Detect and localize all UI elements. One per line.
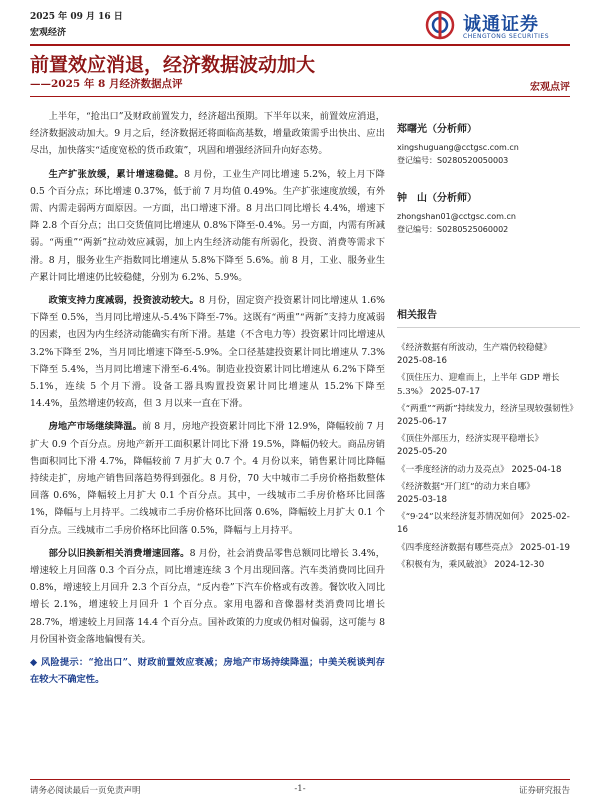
related-report-title: 《顶住压力、迎难而上，上半年 GDP 增长 5.3%》 (397, 373, 560, 397)
analyst-email[interactable]: zhongshan01@cctgsc.com.cn (397, 212, 516, 221)
related-report-date: 2025-01-19 (520, 542, 571, 553)
related-report-item[interactable] (397, 464, 580, 477)
related-report-item[interactable] (397, 481, 580, 507)
related-divider (397, 327, 580, 328)
related-report-title: 《一季度经济的动力及亮点》 (397, 464, 509, 475)
property-text: 前 8 月，房地产投资累计同比下滑 12.9%，降幅较前 7 月扩大 0.9 个百分点。房地产新开工面积累计同比下滑 19.5%，降幅仍较大。商品房销售面积同比下滑 4.7%，降幅较前 7 月扩大 0.7 个。4 月份以来，销售累计同比降幅持续走扩，房地产销售回落趋势得到强化。8 月份，70 大中城市二手房价格指数整体回落 0.6%，降幅较上月扩大 0.1 个百分点。其中，一线城市二手房价格环比回落 1%，降幅与上月持平。二线城市二手房价格环比回落 0.6%，降幅较上月扩大 0.1 个百分点。三线城市二手房价格环比回落 0.5%，降幅与上月持平。 (30, 421, 385, 536)
analyst-cert: 登记编号：S0280525060002 (397, 225, 509, 234)
related-report-date: 2024-12-30 (494, 559, 545, 570)
related-report-item[interactable] (397, 433, 580, 459)
analyst-email[interactable]: xingshuguang@cctgsc.com.cn (397, 143, 519, 152)
analyst-name: 郑曙光（分析师） (397, 124, 477, 135)
related-reports-list (397, 342, 580, 572)
footer-divider (30, 779, 570, 780)
related-report-title: 《四季度经济数据有哪些亮点》 (397, 542, 518, 553)
logo-name: 诚通证券 (463, 14, 539, 35)
main-content (30, 108, 385, 689)
investment-lead: 政策支持力度减弱，投资波动较大。 (48, 295, 199, 307)
analyst-cert: 登记编号：S0280520050003 (397, 156, 509, 165)
report-subtitle: ——2025 年 8 月经济数据点评 (30, 78, 183, 90)
production-text: 8 月份，工业生产同比增速 5.2%，较上月下降 0.5 个百分点；环比增速 0.37%，低于前 7 月均值 0.49%。生产扩张速度放缓，有外需、内需走弱两方面原因。一方面，出口增速下滑。8 月出口同比增长 4.4%，增速下降 2.8 个百分点；出口交货值同比增速从 0.8%下降至-0.4%。另一方面，内需有所减弱。“两重”“两新”拉动效应减弱，加上内生经济动能有所弱化，投资、消费等需求下滑。8 月，服务业生产指数同比增速从 5.8%下降至 5.6%。前 8 月，工业、服务业生产累计同比增速仍比较稳健，分别为 6.2%、5.9%。 (30, 168, 385, 283)
property-lead: 房地产市场继续降温。 (48, 421, 142, 433)
related-report-item[interactable] (397, 372, 580, 398)
property-paragraph (30, 418, 385, 538)
related-report-item[interactable] (397, 559, 580, 572)
report-date: 2025 年 09 月 16 日 (30, 12, 123, 22)
investment-paragraph (30, 292, 385, 412)
related-report-item[interactable] (397, 403, 580, 429)
report-label: 证券研究报告 (518, 786, 570, 796)
related-report-date: 2025-03-18 (397, 495, 447, 506)
related-report-item[interactable] (397, 342, 580, 368)
analyst-card (397, 189, 580, 236)
related-report-item[interactable] (397, 542, 580, 555)
production-lead: 生产扩张放缓，累计增速稳健。 (48, 168, 185, 180)
page-number: -1- (294, 784, 306, 794)
related-report-date: 2025-05-20 (397, 447, 447, 458)
consumption-text: 8 月份，社会消费品零售总额同比增长 3.4%，增速较上月回落 0.3 个百分点，同比增速连续 3 个月出现回落。汽车类消费同比回升 0.8%，增速较上月回升 2.3 个百分点，“反内卷”下汽车价格或有改善。餐饮收入同比增长 2.1%，增速较上月回升 1 个百分点。家用电器和音像器材类消费同比增长 28.7%，增速较上月回落 14.4 个百分点。国补政策的力度或仍相对偏弱，这可能与 8 月份国补资金落地偏慢有关。 (30, 547, 385, 645)
related-report-date: 2025-04-18 (511, 464, 562, 475)
header-divider (30, 44, 570, 46)
related-report-title: 《顶住外部压力，经济实现平稳增长》 (397, 434, 544, 445)
analyst-name: 钟 山（分析师） (397, 193, 477, 204)
title-divider (30, 96, 570, 97)
related-report-date: 2025-06-17 (397, 417, 447, 428)
report-category: 宏观经济 (30, 28, 67, 38)
related-report-title: 《经济数据“开门红”的动力来自哪》 (397, 481, 535, 492)
related-report-title: 《“两重”“两新”持续发力，经济呈现较强韧性》 (397, 403, 578, 414)
bullet-triangle-icon: ◆ (30, 657, 38, 669)
related-reports-title: 相关报告 (397, 310, 437, 321)
risk-text: 风险提示：“抢出口”、财政前置效应衰减；房地产市场持续降温；中美关税谈判存在较大不确定性。 (30, 657, 385, 686)
disclaimer-note: 请务必阅读最后一页免责声明 (30, 786, 141, 796)
report-type-tag: 宏观点评 (530, 82, 570, 93)
investment-text: 8 月份，固定资产投资累计同比增速从 1.6%下降至 0.5%，当月同比增速从-5.4%下降至-7%。这既有“两重”“两新”支持力度减弱的因素，也因为内生经济动能确实有所下滑。基建（不含电力等）投资累计同比增速从 3.2%下降至 2%，当月同比增速下降至-5.9%。全口径基建投资累计同比增速从 7.3%下降至 5.4%，当月同比增速下滑至-6.4%。制造业投资累计同比增速从 6.2%下降至 5.1%，连续 5 个月下滑。设备工器具购置投资累计同比增速从 15.2%下降至 14.4%，虽然增速仍较高，但 3 月以来一直在下滑。 (30, 295, 385, 410)
risk-warning (30, 654, 385, 688)
report-title: 前置效应消退，经济数据波动加大 (30, 54, 316, 76)
related-report-date: 2025-08-16 (397, 356, 447, 367)
consumption-lead: 部分以旧换新相关消费增速回落。 (48, 547, 190, 559)
related-report-title: 《积极有为，乘风破浪》 (397, 559, 492, 570)
consumption-paragraph (30, 545, 385, 648)
logo-emblem-icon (425, 10, 455, 40)
related-report-date: 2025-02-16 (397, 512, 570, 536)
company-logo (425, 10, 575, 44)
related-report-title: 《“9·24”以来经济复苏情况如何》 (397, 512, 529, 523)
intro-paragraph: 上半年，“抢出口”及财政前置发力，经济超出预期。下半年以来，前置效应消退，经济数据波动加大。9 月之后，经济数据还将面临高基数，增量政策需乎出快出、应出尽出，加快落实“适度宽松的货币政策”，巩固和增强经济回升向好态势。 (30, 111, 385, 157)
analyst-card (397, 120, 580, 167)
related-report-date: 2025-07-17 (430, 386, 481, 397)
related-report-title: 《经济数据有所波动，生产端仍较稳健》 (397, 343, 552, 353)
related-report-item[interactable] (397, 511, 580, 537)
sidebar (397, 120, 580, 576)
logo-english: CHENGTONG SECURITIES (463, 33, 550, 40)
production-paragraph (30, 166, 385, 286)
